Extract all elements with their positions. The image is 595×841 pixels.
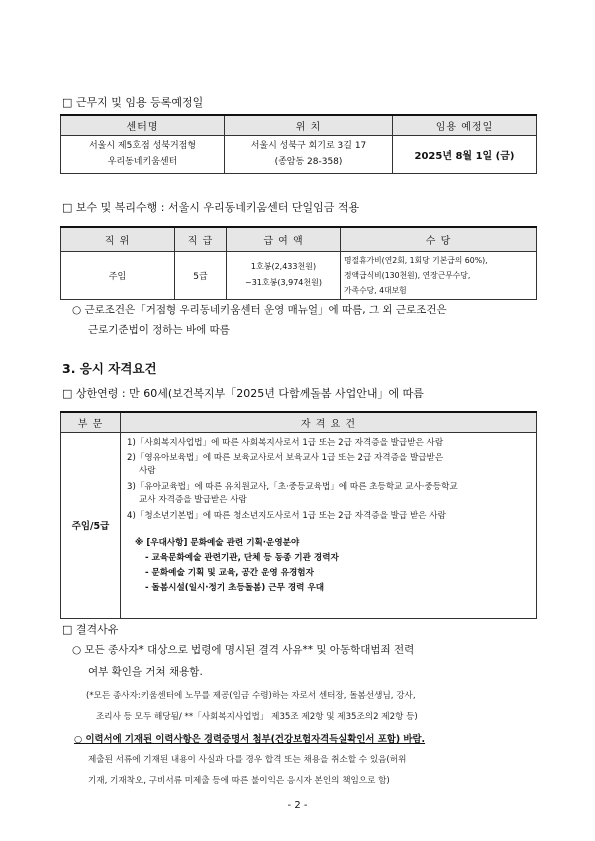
qualification-heading: 3. 응시 자격요건 — [62, 361, 157, 376]
preference-title: ※ [우대사항] 문화예술 관련 기획·운영분야 — [135, 537, 300, 548]
false-document-line1: 제출된 서류에 기재된 내용이 사실과 다를 경우 합격 또는 채용을 취소할 수 있음(허위 — [88, 755, 407, 765]
page-number: - 2 - — [287, 800, 308, 811]
location-line2: (종암동 28-358) — [274, 157, 343, 167]
disqualification-line1: ○ 모든 종사자* 대상으로 법령에 명시된 결격 사유** 및 아동학대범죄 전력 — [72, 644, 415, 656]
age-limit-line: □ 상한연령 : 만 60세(보건복지부「2025년 다함께돌봄 사업안내」에 따름 — [62, 387, 424, 400]
workplace-table — [60, 114, 537, 174]
section-workplace-title: □ 근무지 및 임용 등록예정일 — [62, 96, 204, 109]
header-appointment-date: 임용 예정일 — [393, 115, 537, 135]
false-document-line2: 기재, 기재착오, 구비서류 미제출 등에 따른 불이익은 응시자 본인의 책임으로 함) — [88, 776, 390, 786]
staff-note-line1: (*모든 종사자:키움센터에 노무를 제공(임금 수령)하는 자로서 센터장, 돌봄선생님, 강사, — [86, 691, 416, 701]
work-condition-line2: 근로기준법이 정하는 바에 따름 — [88, 324, 230, 336]
header-allowance: 수 당 — [341, 227, 537, 251]
allowance-line3: 가족수당, 4대보험 — [344, 285, 407, 295]
pay-cell — [227, 251, 341, 299]
preference-item-2: - 문화예술 기획 및 교육, 공간 운영 유경험자 — [145, 567, 314, 578]
qualification-cell — [121, 432, 537, 618]
header-center-name: 센터명 — [61, 115, 225, 135]
pay-line1: 1호봉(2,433천원) — [250, 262, 317, 271]
qualification-item-3-cont: 교사 자격증을 발급받은 사람 — [139, 494, 247, 505]
disqualification-line2: 여부 확인을 거쳐 채용함. — [88, 666, 203, 678]
qualification-table — [60, 411, 537, 619]
location-line1: 서울시 성북구 회기로 3길 17 — [250, 141, 367, 151]
qualification-item-2: 2)「영유아보육법」에 따른 보육교사로서 보육교사 1급 또는 2급 자격증을 발급받은 — [127, 452, 444, 463]
header-category: 부 문 — [61, 412, 121, 432]
preference-item-3: - 돌봄시설(일시·정기 초등돌봄) 근무 경력 우대 — [145, 582, 325, 593]
section-salary-title: □ 보수 및 복리수행 : 서울시 우리동네키움센터 단일임금 적용 — [62, 201, 360, 214]
qualification-item-4: 4)「청소년기본법」에 따른 청소년지도사로서 1급 또는 2급 자격증을 발급 받은 사람 — [127, 510, 446, 521]
disqualification-title: □ 결격사유 — [62, 623, 119, 636]
qualification-item-2-cont: 사람 — [139, 465, 156, 476]
qualification-item-1: 1)「사회복지사업법」에 따른 사회복지사로서 1급 또는 2급 자격증을 발급받은 사람 — [127, 437, 444, 448]
header-qualification: 자 격 요 건 — [121, 412, 537, 432]
staff-note-line2: 조리사 등 모두 해당됨/ **「사회복지사업법」 제35조 제2항 및 제35조의2 제2항 등) — [96, 712, 418, 722]
preference-item-1: - 교육문화예술 관련기관, 단체 등 동종 기관 경력자 — [145, 552, 339, 563]
header-pay: 급 여 액 — [227, 227, 341, 251]
position-cell: 주임 — [61, 251, 175, 299]
category-cell: 주임/5급 — [61, 432, 121, 618]
allowance-cell — [341, 251, 537, 299]
grade-cell: 5급 — [175, 251, 227, 299]
work-condition-line1: ○ 근로조건은「거점형 우리동네키움센터 운영 매뉴얼」에 따름, 그 외 근로조건은 — [72, 304, 447, 316]
center-name-line2: 우리동네키움센터 — [107, 157, 178, 167]
header-location: 위 치 — [225, 115, 393, 135]
allowance-line2: 정액급식비(130천원), 연장근무수당, — [344, 270, 471, 280]
salary-table — [60, 226, 537, 300]
appointment-date-cell: 2025년 8월 1일 (금) — [393, 135, 537, 173]
career-certificate-line: ○ 이력서에 기재된 이력사항은 경력증명서 첨부(건강보험자격득실확인서 포함) 바람. — [74, 734, 426, 745]
allowance-line1: 명절휴가비(연2회, 1회당 기본급의 60%), — [344, 255, 488, 265]
location-cell — [225, 135, 393, 173]
pay-line2: ~31호봉(3,974천원) — [245, 278, 322, 287]
header-grade: 직 급 — [175, 227, 227, 251]
header-position: 직 위 — [61, 227, 175, 251]
qualification-item-3: 3)「유아교육법」에 따른 유치원교사,「초·중등교육법」에 따른 초등학교 교사·중등학교 — [127, 481, 458, 492]
center-name-cell — [61, 135, 225, 173]
center-name-line1: 서울시 제5호점 성북거점형 — [88, 141, 197, 151]
